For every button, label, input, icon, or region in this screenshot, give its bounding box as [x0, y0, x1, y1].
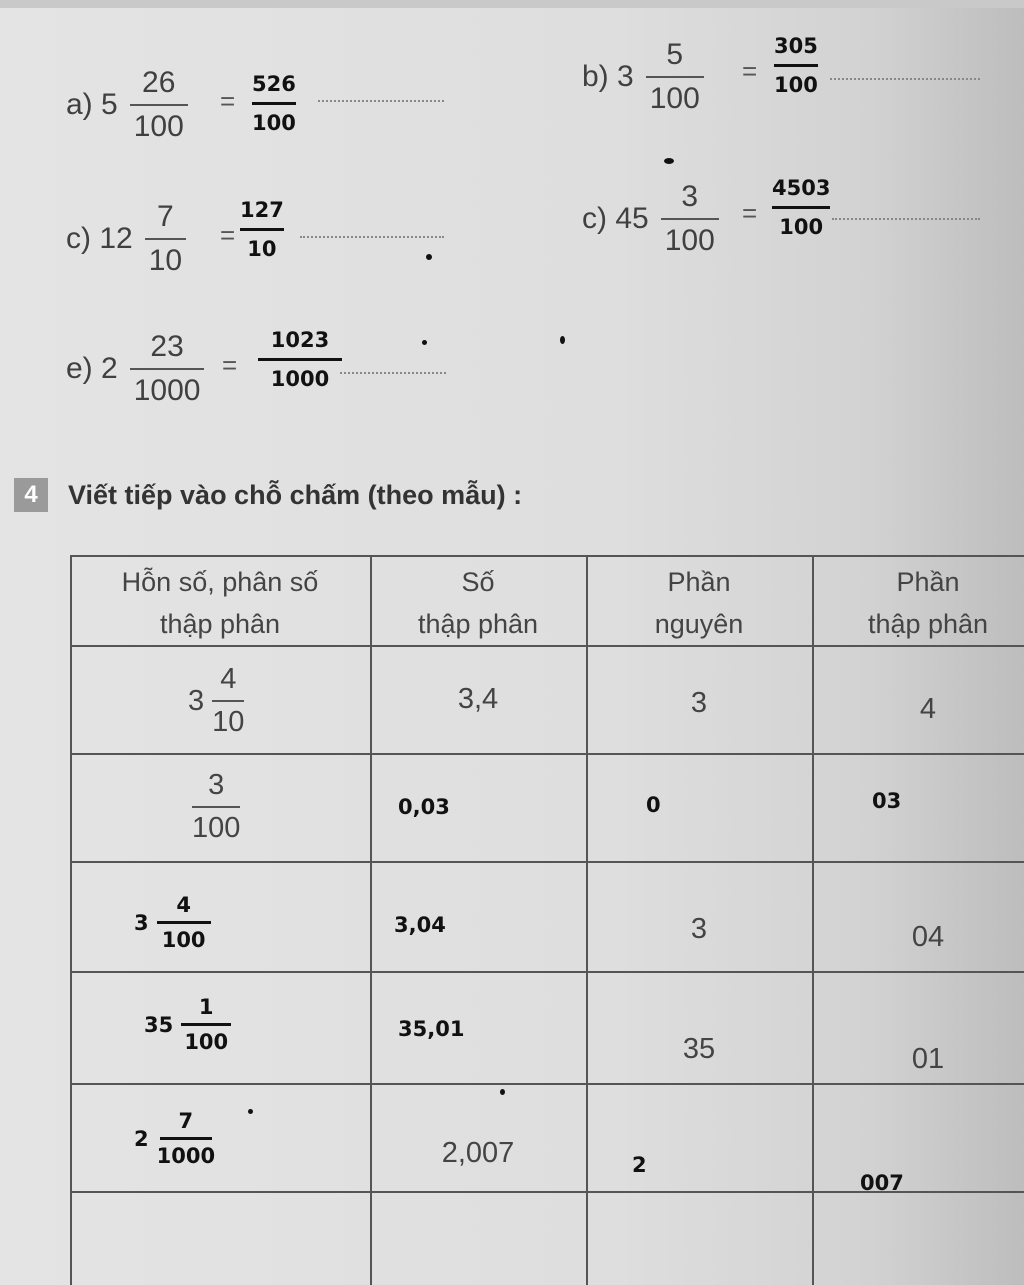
numerator: 26	[142, 66, 176, 99]
equals-sign: =	[742, 198, 758, 228]
row1-decimal: 3,4	[457, 683, 499, 715]
exercise-4-instruction: Viết tiếp vào chỗ chấm (theo mẫu) :	[68, 479, 523, 510]
numerator: 4	[176, 893, 191, 917]
header-decimal	[370, 561, 586, 645]
numerator: 3	[681, 180, 699, 213]
problem-e-label: e) 2	[66, 352, 118, 385]
numerator: 4	[220, 663, 237, 695]
problem-b	[582, 38, 704, 116]
numerator: 23	[150, 330, 184, 363]
conversion-table	[70, 555, 1024, 1285]
denominator: 100	[649, 82, 700, 115]
equals-sign: =	[742, 56, 758, 86]
problem-c2-fraction	[661, 180, 719, 258]
answer-numerator: 1023	[270, 328, 330, 352]
answer-e[interactable]	[258, 328, 342, 391]
answer-denominator: 100	[252, 111, 296, 135]
problem-b-fraction	[646, 38, 704, 116]
problem-a-label: a) 5	[66, 88, 118, 121]
header-decimal-part	[812, 561, 1024, 645]
whole-part: 3	[134, 910, 149, 935]
answer-denominator: 1000	[270, 367, 330, 391]
problem-a	[66, 66, 188, 144]
denominator: 10	[148, 244, 183, 277]
pen-mark	[664, 158, 674, 164]
pen-mark	[500, 1089, 505, 1095]
numerator: 7	[157, 200, 174, 233]
header-line: Phần	[896, 567, 960, 597]
header-integer-part	[586, 561, 812, 645]
pen-mark	[248, 1109, 253, 1114]
pen-mark	[560, 336, 565, 344]
denominator: 100	[184, 1030, 229, 1054]
equals-sign: =	[220, 220, 236, 250]
problem-b-label: b) 3	[582, 60, 634, 93]
exercise-4-title	[14, 478, 522, 512]
problem-c1-fraction	[145, 200, 186, 278]
dotted-line	[300, 236, 444, 238]
answer-denominator: 10	[247, 237, 277, 261]
row4-decimal[interactable]: 35,01	[398, 1017, 465, 1041]
row4-fraction: 01	[911, 1043, 945, 1075]
numerator: 3	[208, 769, 225, 801]
equals-sign: =	[220, 86, 236, 116]
answer-denominator: 100	[774, 73, 818, 97]
header-line: Phần	[667, 567, 731, 597]
row2-fraction[interactable]: 03	[872, 789, 902, 813]
answer-denominator: 100	[779, 215, 824, 239]
dotted-line	[318, 100, 444, 102]
answer-b[interactable]	[774, 34, 818, 97]
denominator: 10	[212, 706, 245, 738]
whole-part: 35	[144, 1012, 174, 1037]
header-line: Số	[461, 567, 495, 597]
denominator: 100	[664, 224, 715, 257]
header-line: thập phân	[159, 609, 281, 639]
dotted-line	[340, 372, 446, 374]
whole-part: 3	[188, 684, 205, 717]
numerator: 1	[198, 995, 214, 1019]
numerator: 5	[666, 38, 684, 71]
row5-fraction[interactable]: 007	[860, 1171, 904, 1195]
equals-sign: =	[222, 350, 238, 380]
problem-c2-label: c) 45	[582, 202, 649, 235]
row5-integer[interactable]: 2	[632, 1153, 647, 1177]
header-line: Hỗn số, phân số	[121, 567, 319, 597]
answer-c2[interactable]	[772, 176, 830, 239]
problem-a-fraction	[130, 66, 188, 144]
answer-numerator: 127	[240, 198, 284, 222]
row3-integer: 3	[690, 913, 708, 945]
row2-integer[interactable]: 0	[646, 793, 661, 817]
denominator: 100	[192, 812, 241, 844]
answer-numerator: 305	[774, 34, 818, 58]
row1-integer: 3	[690, 687, 708, 719]
problem-e-fraction	[130, 330, 205, 408]
row2-fraction	[192, 769, 240, 845]
row5-mixed-number[interactable]	[134, 1109, 215, 1168]
pen-mark	[426, 254, 432, 260]
dotted-line	[830, 78, 980, 80]
dotted-line	[832, 218, 980, 220]
row4-mixed-number[interactable]	[144, 995, 231, 1054]
answer-numerator: 4503	[772, 176, 831, 200]
row1-mixed-number	[188, 663, 244, 739]
header-mixed-number	[70, 561, 370, 645]
denominator: 1000	[156, 1144, 216, 1168]
problem-c2	[582, 180, 719, 258]
header-line: thập phân	[417, 609, 539, 639]
denominator: 1000	[133, 374, 201, 407]
denominator: 100	[133, 110, 184, 143]
row4-integer: 35	[682, 1033, 716, 1065]
answer-c1[interactable]	[240, 198, 284, 261]
problem-c1-label: c) 12	[66, 222, 133, 255]
problem-c1	[66, 200, 186, 278]
denominator: 100	[161, 928, 206, 952]
answer-a[interactable]	[252, 72, 296, 135]
top-cutoff-strip	[0, 0, 1024, 8]
problem-e	[66, 330, 204, 408]
row3-mixed-number[interactable]	[134, 893, 211, 952]
row3-decimal[interactable]: 3,04	[394, 913, 446, 937]
row1-fraction: 4	[919, 693, 937, 725]
pen-mark	[422, 340, 427, 345]
header-line: nguyên	[654, 609, 744, 639]
whole-part: 2	[134, 1126, 149, 1151]
exercise-number-badge: 4	[14, 478, 48, 512]
row5-decimal: 2,007	[441, 1137, 515, 1169]
numerator: 7	[178, 1109, 194, 1133]
header-line: thập phân	[867, 609, 989, 639]
answer-numerator: 526	[252, 72, 296, 96]
row3-fraction: 04	[911, 921, 945, 953]
row2-decimal[interactable]: 0,03	[398, 795, 450, 819]
